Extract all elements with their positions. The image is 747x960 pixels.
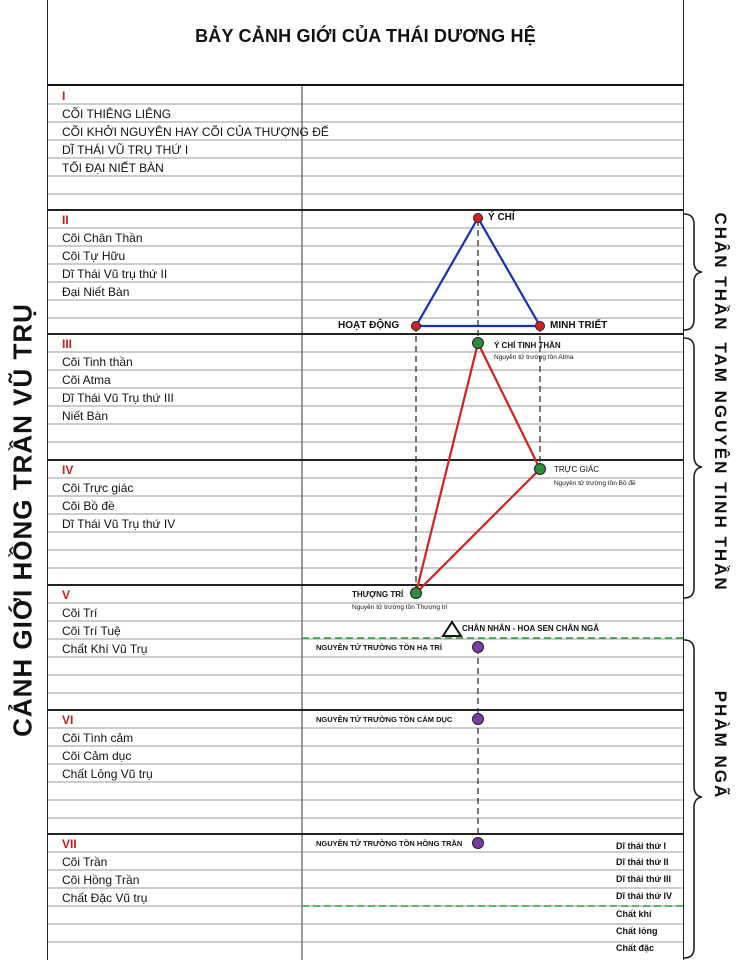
nt-ha-tri-label: NGUYÊN TỬ TRƯỜNG TỒN HẠ TRÍ <box>316 643 442 652</box>
y-chi-tinh-than-sub: Nguyên tử trường tồn Atma <box>494 354 574 361</box>
sublevel-label: Dĩ thái thứ III <box>616 874 672 884</box>
plane-label: Đại Niết Bàn <box>62 285 130 299</box>
plane-label: TỐI ĐẠI NIẾT BÀN <box>62 161 164 175</box>
chan-than-label: CHÂN THẦN <box>711 212 730 332</box>
section-roman-2: II <box>62 213 69 227</box>
plane-label: Cõi Trực giác <box>62 481 134 495</box>
thuong-tri-label: THƯỢNG TRÍ <box>352 590 404 599</box>
thuong-tri-node <box>411 588 422 599</box>
plane-label: Cõi Tự Hữu <box>62 249 126 263</box>
pham-nga-label: PHÀM NGÃ <box>711 690 730 800</box>
y-chi-tinh-than-node <box>473 338 484 349</box>
section-roman-3: III <box>62 337 73 351</box>
hong-tran-node <box>473 838 484 849</box>
section-roman-6: VI <box>62 713 74 727</box>
plane-label: Cõi Hồng Trần <box>62 873 140 887</box>
plane-label: CÕI KHỞI NGUYÊN HAY CÕI CỦA THƯỢNG ĐẾ <box>62 125 329 139</box>
page-title: BẢY CẢNH GIỚI CỦA THÁI DƯƠNG HỆ <box>195 26 536 46</box>
chan-nhan-label: CHÂN NHÂN - HOA SEN CHÂN NGÃ <box>462 624 600 633</box>
y-chi-tinh-than-label: Ý CHÍ TINH THẦN <box>494 341 561 350</box>
truc-giac-sub: Nguyên tử trường tồn Bồ đề <box>554 480 636 487</box>
plane-label: Dĩ Thái Vũ Trụ thứ III <box>62 391 174 405</box>
section-roman-5: V <box>62 588 71 602</box>
hoat-dong-node <box>412 322 421 331</box>
chan-nhan-marker <box>443 622 461 636</box>
ha-tri-node <box>473 642 484 653</box>
sublevel-label: Dĩ thái thứ IV <box>616 891 673 901</box>
thuong-tri-sub: Nguyên tử trường tồn Thượng trí <box>352 604 448 611</box>
brace-chan-than <box>684 214 702 330</box>
plane-label: Chất Khí Vũ Trụ <box>62 642 148 656</box>
sublevel-label: Chất khí <box>616 909 652 919</box>
plane-label: Cõi Cảm dục <box>62 749 132 763</box>
section-roman-7: VII <box>62 837 77 851</box>
tam-nguyen-triangle <box>416 343 540 593</box>
plane-label: Cõi Chân Thần <box>62 231 143 245</box>
plane-label: Cõi Trí Tuệ <box>62 624 121 638</box>
truc-giac-label: TRỰC GIÁC <box>554 465 600 474</box>
plane-label: CÕI THIÊNG LIÊNG <box>62 107 172 121</box>
plane-label: Chất Lỏng Vũ trụ <box>62 767 153 781</box>
section-roman-1: I <box>62 89 66 103</box>
plane-label: Cõi Trần <box>62 855 108 869</box>
cam-duc-node <box>473 714 484 725</box>
plane-label: Cõi Tinh thần <box>62 355 133 369</box>
section-roman-4: IV <box>62 463 74 477</box>
hoat-dong-label: HOẠT ĐỘNG <box>338 320 400 331</box>
plane-label: Dĩ Thái Vũ trụ thứ II <box>62 267 168 281</box>
sublevel-label: Chất lỏng <box>616 926 658 936</box>
canh-gioi-hong-tran-label: CẢNH GIỚI HỒNG TRẦN VŨ TRỤ <box>7 303 38 737</box>
brace-pham-nga <box>684 640 702 958</box>
plane-label: DĨ THÁI VŨ TRỤ THỨ I <box>62 143 189 157</box>
plane-label: Cõi Atma <box>62 373 111 387</box>
sublevel-label: Dĩ thái thứ II <box>616 857 669 867</box>
sublevel-label: Chất đặc <box>616 943 655 953</box>
brace-tam-nguyen <box>684 338 702 598</box>
plane-label: Cõi Bồ đề <box>62 499 115 513</box>
minh-triet-node <box>536 322 545 331</box>
truc-giac-node <box>535 464 546 475</box>
y-chi-node <box>474 214 483 223</box>
plane-label: Cõi Tình cảm <box>62 731 134 745</box>
sublevel-label: Dĩ thái thứ I <box>616 841 667 851</box>
plane-label: Chất Đặc Vũ trụ <box>62 891 148 905</box>
nt-hong-tran-label: NGUYÊN TỬ TRƯỜNG TỒN HỒNG TRẦN <box>316 839 463 848</box>
minh-triet-label: MINH TRIẾT <box>550 320 608 331</box>
y-chi-label: Ý CHÍ <box>488 212 515 223</box>
plane-label: Dĩ Thái Vũ Trụ thứ IV <box>62 517 176 531</box>
tam-nguyen-label: TAM NGUYÊN TINH THẦN <box>711 342 730 592</box>
plane-label: Cõi Trí <box>62 606 98 620</box>
nt-cam-duc-label: NGUYÊN TỬ TRƯỜNG TỒN CẢM DỤC <box>316 715 453 724</box>
plane-label: Niết Bàn <box>62 409 109 423</box>
